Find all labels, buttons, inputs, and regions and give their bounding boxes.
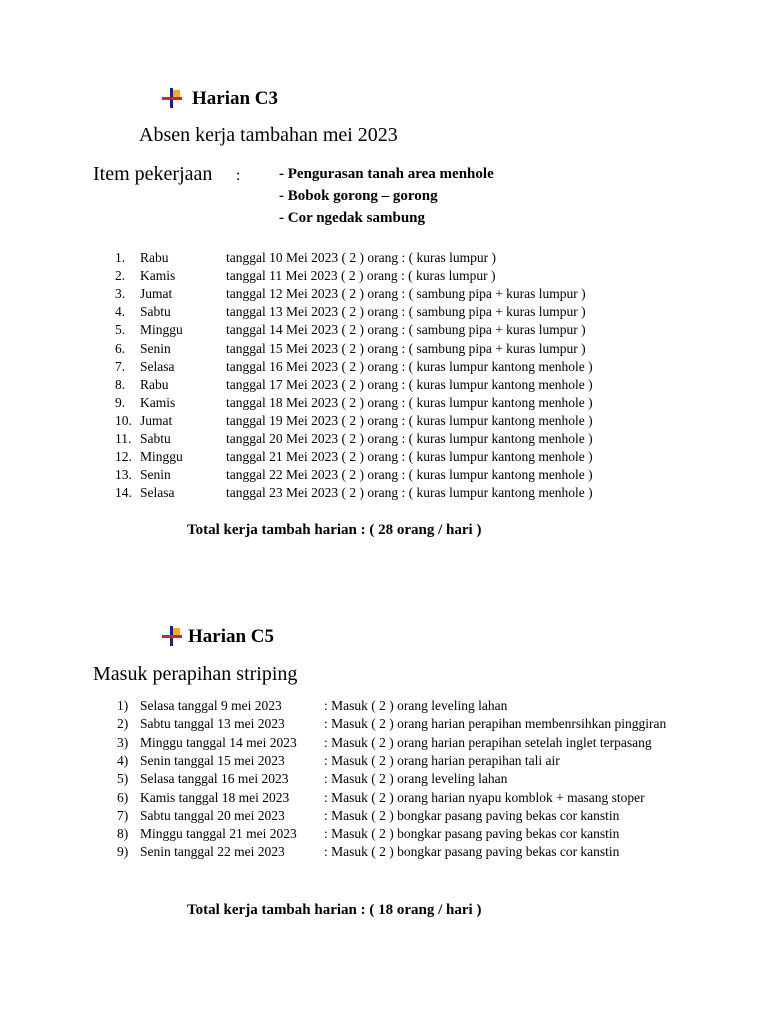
row-detail: tanggal 14 Mei 2023 ( 2 ) orang : ( sambung pipa + kuras lumpur ) (226, 322, 586, 338)
row-number: 11. (115, 431, 132, 446)
row-date: Kamis tanggal 18 mei 2023 (140, 789, 290, 805)
row-detail: tanggal 21 Mei 2023 ( 2 ) orang : ( kuras lumpur kantong menhole ) (226, 449, 593, 465)
bullet-icon (162, 626, 182, 646)
section-subtitle-c5: Masuk perapihan striping (93, 663, 298, 685)
task-item: - Bobok gorong – gorong (279, 188, 438, 204)
bullet-accent (173, 90, 180, 97)
total-c3: Total kerja tambah harian : ( 28 orang / hari ) (187, 522, 482, 538)
row-number: 1. (115, 250, 126, 265)
row-day: Rabu (140, 250, 169, 265)
row-detail: : Masuk ( 2 ) orang harian perapihan membenrsihkan pinggiran (324, 716, 667, 732)
list-item (0, 771, 768, 789)
row-detail: : Masuk ( 2 ) bongkar pasang paving bekas cor kanstin (324, 807, 620, 823)
list-item (0, 449, 768, 467)
row-number: 8) (117, 826, 129, 842)
list-item (0, 286, 768, 304)
item-label: Item pekerjaan (93, 163, 213, 185)
row-detail: tanggal 15 Mei 2023 ( 2 ) orang : ( sambung pipa + kuras lumpur ) (226, 340, 586, 356)
row-number: 3. (115, 286, 126, 302)
row-date: Sabtu tanggal 20 mei 2023 (140, 807, 285, 823)
row-date: Minggu tanggal 21 mei 2023 (140, 826, 297, 842)
list-item (0, 753, 768, 771)
list-item (0, 304, 768, 322)
row-number: 4. (115, 304, 126, 320)
bullet-icon (162, 88, 182, 108)
list-item (0, 735, 768, 753)
row-day: Senin (140, 467, 171, 483)
row-number: 5. (115, 322, 126, 338)
row-detail: : Masuk ( 2 ) bongkar pasang paving bekas cor kanstin (324, 844, 620, 860)
row-day: Selasa (140, 358, 175, 374)
list-item (0, 467, 768, 485)
row-number: 6) (117, 789, 129, 805)
list-item (0, 485, 768, 503)
row-detail: : Masuk ( 2 ) orang harian nyapu komblok + masang stoper (324, 789, 645, 805)
total-c5: Total kerja tambah harian : ( 18 orang / hari ) (187, 902, 482, 918)
row-number: 7) (117, 807, 129, 823)
row-detail: : Masuk ( 2 ) orang leveling lahan (324, 771, 508, 787)
bullet-horizontal (162, 97, 182, 100)
row-day: Jumat (140, 412, 173, 428)
row-day: Selasa (140, 485, 175, 501)
row-number: 2. (115, 268, 126, 284)
task-item: - Pengurasan tanah area menhole (279, 166, 494, 182)
list-item (0, 377, 768, 395)
row-day: Rabu (140, 376, 169, 392)
task-item: - Cor ngedak sambung (279, 210, 426, 226)
section-subtitle-c3: Absen kerja tambahan mei 2023 (139, 124, 398, 146)
list-item (0, 250, 768, 268)
row-number: 7. (115, 358, 126, 374)
list-item (0, 826, 768, 844)
section-title-c5: Harian C5 (188, 626, 275, 647)
row-number: 2) (117, 716, 129, 732)
row-detail: tanggal 17 Mei 2023 ( 2 ) orang : ( kuras lumpur kantong menhole ) (226, 376, 593, 392)
row-day: Minggu (140, 322, 183, 338)
row-detail: : Masuk ( 2 ) orang harian perapihan tali air (324, 752, 560, 768)
row-date: Selasa tanggal 9 mei 2023 (140, 698, 282, 713)
list-item (0, 431, 768, 449)
row-detail: tanggal 23 Mei 2023 ( 2 ) orang : ( kuras lumpur kantong menhole ) (226, 485, 593, 501)
bullet-accent (173, 628, 180, 635)
row-number: 9. (115, 394, 126, 410)
list-item (0, 413, 768, 431)
item-colon: : (236, 167, 241, 184)
row-number: 13. (115, 467, 132, 483)
row-detail: tanggal 22 Mei 2023 ( 2 ) orang : ( kuras lumpur kantong menhole ) (226, 467, 593, 483)
row-number: 9) (117, 844, 129, 860)
row-detail: tanggal 20 Mei 2023 ( 2 ) orang : ( kuras lumpur kantong menhole ) (226, 431, 593, 446)
row-detail: tanggal 19 Mei 2023 ( 2 ) orang : ( kuras lumpur kantong menhole ) (226, 412, 593, 428)
bullet-horizontal (162, 635, 182, 638)
row-detail: : Masuk ( 2 ) bongkar pasang paving bekas cor kanstin (324, 826, 620, 842)
row-number: 12. (115, 449, 132, 465)
row-number: 10. (115, 412, 132, 428)
row-day: Minggu (140, 449, 183, 465)
row-date: Senin tanggal 15 mei 2023 (140, 752, 285, 768)
row-day: Senin (140, 340, 171, 356)
row-date: Minggu tanggal 14 mei 2023 (140, 734, 297, 750)
row-number: 1) (117, 698, 129, 713)
list-item (0, 322, 768, 340)
row-date: Selasa tanggal 16 mei 2023 (140, 771, 289, 787)
row-detail: tanggal 16 Mei 2023 ( 2 ) orang : ( kuras lumpur kantong menhole ) (226, 358, 593, 374)
row-date: Senin tanggal 22 mei 2023 (140, 844, 285, 860)
list-item (0, 790, 768, 808)
row-number: 3) (117, 734, 129, 750)
row-detail: : Masuk ( 2 ) orang harian perapihan setelah inglet terpasang (324, 734, 652, 750)
list-item (0, 395, 768, 413)
row-date: Sabtu tanggal 13 mei 2023 (140, 716, 285, 732)
list-item (0, 808, 768, 826)
row-number: 5) (117, 771, 129, 787)
row-day: Kamis (140, 268, 176, 284)
list-item (0, 716, 768, 734)
row-day: Sabtu (140, 431, 171, 446)
row-detail: tanggal 12 Mei 2023 ( 2 ) orang : ( sambung pipa + kuras lumpur ) (226, 286, 586, 302)
row-detail: tanggal 13 Mei 2023 ( 2 ) orang : ( sambung pipa + kuras lumpur ) (226, 304, 586, 320)
row-detail: : Masuk ( 2 ) orang leveling lahan (324, 698, 508, 713)
list-item (0, 341, 768, 359)
row-detail: tanggal 10 Mei 2023 ( 2 ) orang : ( kuras lumpur ) (226, 250, 496, 265)
list-item (0, 844, 768, 862)
row-number: 6. (115, 340, 126, 356)
row-number: 14. (115, 485, 132, 501)
section-title-c3: Harian C3 (192, 88, 279, 109)
list-item (0, 268, 768, 286)
row-day: Kamis (140, 394, 176, 410)
list-item (0, 698, 768, 716)
row-number: 8. (115, 376, 126, 392)
row-day: Sabtu (140, 304, 171, 320)
row-detail: tanggal 11 Mei 2023 ( 2 ) orang : ( kuras lumpur ) (226, 268, 496, 284)
row-day: Jumat (140, 286, 173, 302)
row-detail: tanggal 18 Mei 2023 ( 2 ) orang : ( kuras lumpur kantong menhole ) (226, 394, 593, 410)
list-item (0, 359, 768, 377)
row-number: 4) (117, 752, 129, 768)
